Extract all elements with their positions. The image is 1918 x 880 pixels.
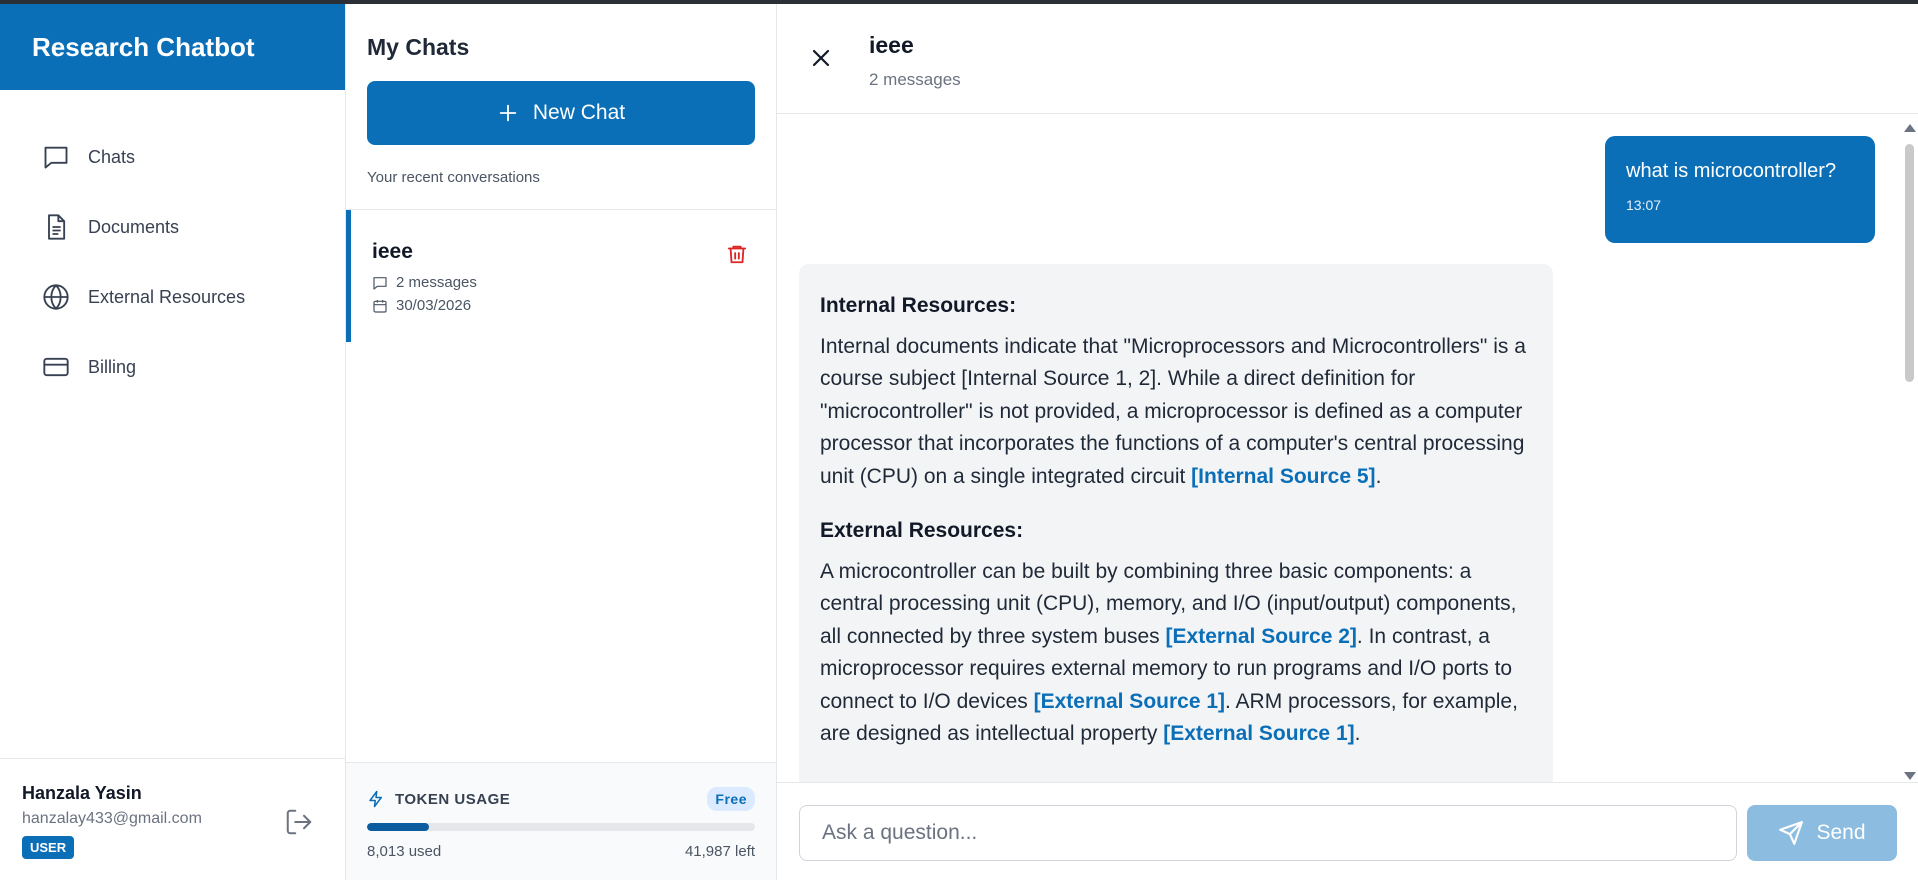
bot-text: Internal documents indicate that "Microprocessors and Microcontrollers" is a course subject [Internal Source 1, 2]. While a direct definition for "microcontroller" is not provided, a microprocessor is defined as a computer processor that incorporates the functions of a computer's central processing unit (CPU) on a single integrated circuit [820, 334, 1526, 488]
bot-paragraph [820, 556, 1531, 751]
composer [777, 782, 1918, 880]
message-list[interactable] [777, 114, 1918, 782]
chat-item-message-count [372, 274, 776, 291]
chat-item-title: ieee [372, 240, 413, 263]
bot-text: . [1354, 722, 1361, 745]
tokens-used: 8,013 used [367, 843, 442, 860]
message-square-icon [42, 143, 70, 171]
citation-link[interactable]: [External Source 1] [1163, 722, 1355, 745]
user-message-text: what is microcontroller? [1626, 160, 1837, 182]
recent-conversations-label: Your recent conversations [367, 169, 540, 186]
user-role-badge: USER [22, 836, 74, 859]
token-usage-footer [367, 843, 755, 860]
chat-item-messages-text: 2 messages [396, 274, 477, 291]
token-usage-header [367, 787, 755, 811]
credit-card-icon [42, 353, 70, 381]
tokens-left: 41,987 left [684, 843, 755, 860]
scrollbar-thumb[interactable] [1905, 144, 1914, 382]
sidebar-item-label: Billing [88, 356, 137, 377]
send-label: Send [1816, 821, 1866, 844]
bot-text: . ARM processors, for example, are designed as intellectual property [820, 689, 1518, 745]
user-name: Hanzala Yasin [22, 783, 142, 803]
file-text-icon [42, 213, 70, 241]
sidebar-item-label: Documents [88, 216, 180, 237]
calendar-icon [372, 298, 388, 314]
bot-paragraph [820, 331, 1531, 494]
user-message-time: 13:07 [1626, 197, 1662, 213]
chat-item-date [372, 297, 776, 314]
app-title: Research Chatbot [0, 4, 345, 90]
sidebar-item-billing[interactable] [0, 332, 345, 402]
lightning-icon [367, 790, 385, 808]
conversation-message-count: 2 messages [869, 70, 961, 89]
sidebar-item-label: Chats [88, 146, 136, 167]
sidebar-item-external-resources[interactable] [0, 262, 345, 332]
token-usage-bar-fill [367, 823, 429, 831]
question-input[interactable] [799, 805, 1737, 861]
logout-icon[interactable] [284, 807, 314, 837]
bot-text: . In contrast, a microprocessor requires external memory to run programs and I/O ports to connect to I/O devices [820, 624, 1513, 713]
chats-panel [346, 4, 777, 880]
send-button[interactable] [1747, 805, 1897, 861]
chat-main [777, 4, 1918, 880]
sidebar-item-chats[interactable] [0, 122, 345, 192]
token-usage-bar [367, 823, 755, 831]
chat-list-item[interactable] [346, 210, 776, 342]
scroll-down-arrow[interactable] [1904, 772, 1916, 780]
token-usage-label: TOKEN USAGE [395, 790, 511, 808]
plan-badge: Free [707, 787, 755, 811]
sidebar [0, 4, 346, 880]
chats-panel-title: My Chats [367, 34, 470, 60]
bot-message-bubble [799, 264, 1553, 782]
user-profile [0, 758, 345, 880]
user-email: hanzalay433@gmail.com [22, 810, 202, 827]
send-icon [1778, 820, 1804, 846]
citation-link[interactable]: [External Source 1] [1033, 689, 1226, 713]
user-message-bubble [1605, 136, 1875, 243]
new-chat-label: New Chat [532, 101, 626, 124]
bot-section-heading: Internal Resources: [820, 294, 1017, 317]
bot-text: . [1375, 464, 1382, 488]
trash-icon[interactable] [726, 242, 748, 266]
bot-text: A microcontroller can be built by combining three basic components: a central processing unit (CPU), memory, and I/O (input/output) components, all connected by three system buses [820, 559, 1517, 648]
sidebar-nav [0, 90, 345, 402]
globe-icon [42, 283, 70, 311]
citation-link[interactable]: [External Source 2] [1165, 624, 1357, 648]
close-icon[interactable] [809, 46, 833, 70]
message-square-icon [372, 275, 388, 291]
message-scrollbar[interactable] [1902, 122, 1916, 782]
new-chat-button[interactable] [367, 81, 755, 145]
token-usage-panel [346, 762, 776, 880]
plus-icon [497, 102, 519, 124]
chat-item-date-text: 30/03/2026 [396, 297, 472, 314]
sidebar-item-documents[interactable] [0, 192, 345, 262]
bot-section-heading: External Resources: [820, 519, 1024, 542]
citation-link[interactable]: [Internal Source 5] [1191, 464, 1376, 488]
chat-header [777, 4, 1918, 114]
scroll-up-arrow[interactable] [1904, 124, 1916, 132]
sidebar-item-label: External Resources [88, 286, 246, 307]
conversation-title: ieee [869, 32, 914, 58]
